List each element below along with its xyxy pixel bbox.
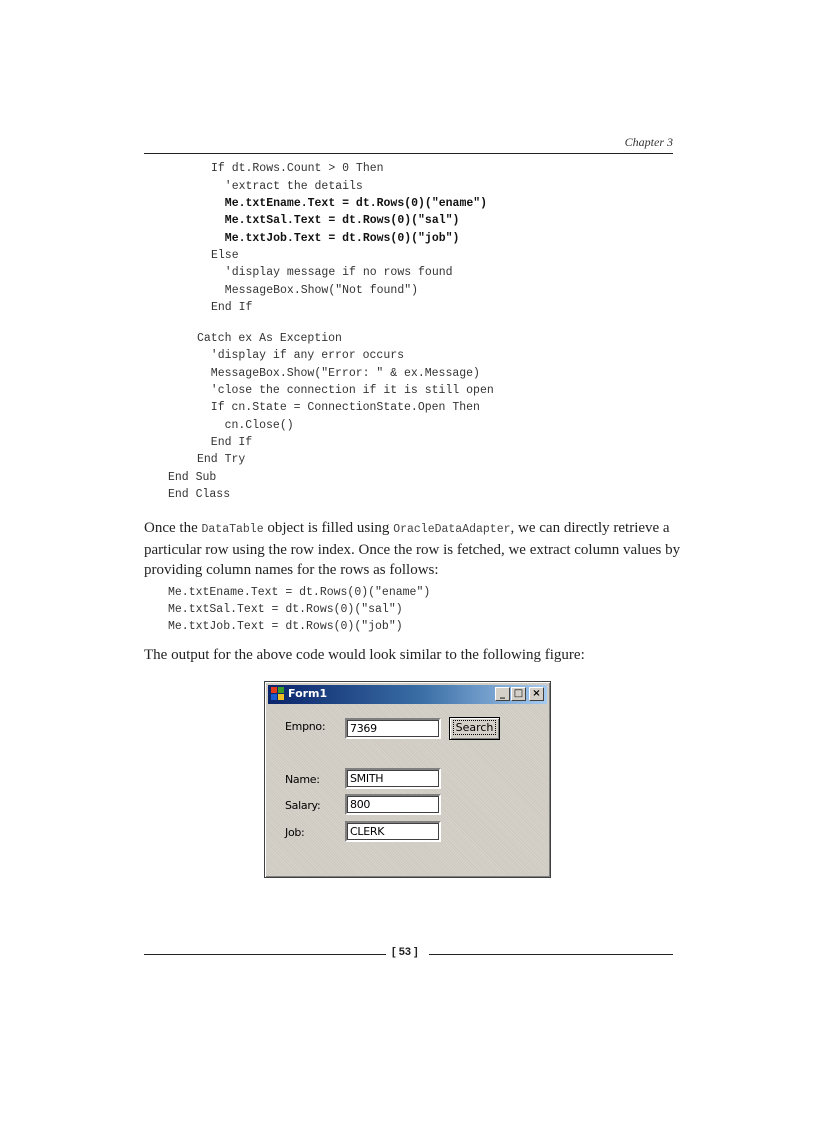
footer-rule-left — [144, 954, 386, 955]
code-line: End If — [197, 436, 253, 449]
code-line: End If — [211, 301, 253, 314]
chapter-header: Chapter 3 — [624, 135, 673, 149]
text-run: object is filled using — [263, 520, 394, 536]
form-window — [264, 681, 551, 878]
empno-label: Empno: — [285, 720, 326, 733]
code-line: If cn.State = ConnectionState.Open Then — [197, 401, 480, 414]
code-line: Else — [211, 249, 239, 262]
name-label: Name: — [285, 773, 320, 786]
search-button[interactable] — [449, 717, 500, 740]
salary-label: Salary: — [285, 799, 321, 812]
body-paragraph — [144, 518, 684, 580]
page-footer — [144, 946, 673, 960]
name-input[interactable]: SMITH — [345, 768, 441, 789]
job-label: Job: — [285, 826, 305, 839]
page-number: [ 53 ] — [392, 946, 418, 958]
body-paragraph: The output for the above code would look similar to the following figure: — [144, 647, 585, 663]
code-line: Me.txtSal.Text = dt.Rows(0)("sal") — [168, 603, 403, 616]
code-line: 'display if any error occurs — [197, 349, 405, 362]
form-icon — [271, 687, 285, 701]
empno-input[interactable]: 7369 — [345, 718, 441, 739]
code-line: End Sub — [168, 471, 217, 484]
code-line-bold: Me.txtSal.Text = dt.Rows(0)("sal") — [211, 214, 460, 227]
maximize-button[interactable]: □ — [511, 687, 526, 701]
code-line: 'close the connection if it is still open — [197, 384, 494, 397]
inline-code: OracleDataAdapter — [393, 523, 511, 536]
code-line: End Class — [168, 488, 231, 501]
code-line: cn.Close() — [197, 419, 294, 432]
search-button-label: Search — [455, 721, 494, 734]
code-line: End Try — [197, 453, 246, 466]
close-button[interactable]: × — [529, 687, 544, 701]
code-line: 'display message if no rows found — [211, 266, 453, 279]
inline-code: DataTable — [201, 523, 264, 536]
salary-input[interactable]: 800 — [345, 794, 441, 815]
code-line: 'extract the details — [211, 180, 363, 193]
code-line-bold: Me.txtJob.Text = dt.Rows(0)("job") — [211, 232, 460, 245]
code-snippet — [168, 584, 430, 635]
text-run: , we can directly retrieve a particular row using the row index. Once the row is fetched, we extract column values by providing column names for the rows as follows: — [144, 520, 681, 578]
code-line: MessageBox.Show("Not found") — [211, 284, 419, 297]
code-line-bold: Me.txtEname.Text = dt.Rows(0)("ename") — [211, 197, 488, 210]
code-line: Me.txtEname.Text = dt.Rows(0)("ename") — [168, 586, 431, 599]
minimize-button[interactable]: _ — [495, 687, 510, 701]
text-run: Once the — [144, 520, 202, 536]
window-title: Form1 — [288, 687, 328, 700]
footer-rule-right — [429, 954, 673, 955]
code-line: If dt.Rows.Count > 0 Then — [211, 162, 384, 175]
title-bar[interactable] — [268, 685, 547, 704]
header-rule — [144, 153, 673, 154]
job-input[interactable]: CLERK — [345, 821, 441, 842]
code-line: Me.txtJob.Text = dt.Rows(0)("job") — [168, 620, 403, 633]
code-line: Catch ex As Exception — [197, 332, 342, 345]
code-line: MessageBox.Show("Error: " & ex.Message) — [197, 367, 480, 380]
